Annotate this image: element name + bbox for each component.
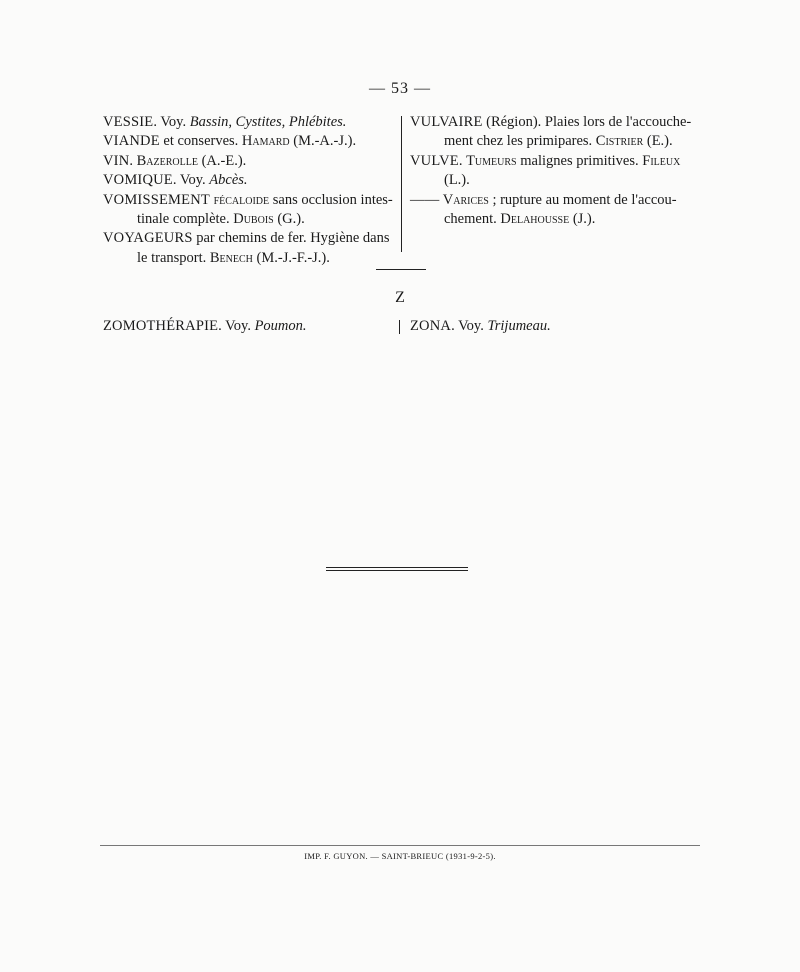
page-number: — 53 —	[369, 80, 431, 97]
entry-author: Hamard	[241, 133, 290, 150]
entry-text: ment chez les primipares.	[444, 133, 596, 150]
entry-author: Bazerolle	[136, 152, 198, 169]
entry-reference: Poumon.	[254, 318, 307, 334]
entry-text: chement.	[444, 211, 501, 228]
entry-text: tinale complète.	[137, 211, 234, 228]
entry-author: Benech	[209, 249, 253, 266]
entry-headword: VOMISSEMENT	[103, 191, 210, 208]
entry-initials: (M.-A.-J.).	[289, 133, 357, 150]
entry-headword: VULVAIRE	[410, 114, 483, 130]
entry-qualifier: Varices	[439, 191, 489, 208]
index-entry	[103, 152, 395, 171]
index-entry-continuation	[103, 210, 395, 229]
entry-author: Cistrier	[595, 133, 644, 150]
entry-initials: (J.).	[569, 211, 596, 228]
entry-headword: VULVE	[410, 152, 459, 169]
section-rule	[376, 269, 426, 270]
index-entry-continuation	[410, 171, 700, 190]
entry-qualifier: Tumeurs	[466, 152, 517, 169]
entry-reference: Abcès.	[209, 172, 248, 189]
entry-author: Delahousse	[500, 211, 570, 228]
end-rule	[326, 570, 468, 571]
entry-headword: VIN	[103, 152, 130, 169]
column-divider	[401, 116, 402, 252]
section-letter: Z	[395, 289, 405, 306]
entry-text: ; rupture au moment de l'accou-	[488, 191, 677, 208]
entry-dash: ——	[410, 191, 440, 208]
entry-text: par chemins de fer. Hygiène dans	[192, 230, 390, 247]
entry-headword: ZOMOTHÉRAPIE	[103, 318, 219, 334]
index-entry	[103, 132, 395, 151]
entry-text: .	[129, 152, 137, 169]
entry-text: .	[458, 152, 467, 169]
entry-initials: (A.-E.).	[197, 152, 247, 169]
entry-initials: (M.-J.-F.-J.).	[252, 249, 330, 266]
entry-text: . Voy.	[451, 318, 488, 334]
entry-initials: (G.).	[273, 211, 305, 228]
entry-reference: Trijumeau.	[487, 318, 551, 334]
end-rule	[326, 567, 468, 568]
index-entry	[410, 318, 551, 335]
entry-text: . Voy.	[153, 114, 190, 130]
index-entry	[103, 229, 395, 248]
entry-headword: VOYAGEURS	[103, 230, 193, 247]
entry-author: Fileux	[642, 152, 681, 169]
index-entry	[103, 318, 307, 335]
entry-qualifier: fécaloide	[209, 191, 270, 208]
column-divider	[399, 320, 400, 334]
footer-rule	[100, 845, 700, 846]
index-entry	[103, 171, 395, 190]
entry-text: . Voy.	[172, 172, 210, 189]
right-column	[410, 113, 700, 229]
index-entry	[103, 113, 395, 132]
index-entry	[410, 191, 700, 210]
entry-author: Dubois	[233, 211, 274, 228]
index-entry-continuation	[410, 210, 700, 229]
entry-initials: (L.).	[444, 172, 470, 189]
left-column	[103, 113, 395, 268]
entry-text: malignes primitives.	[516, 152, 643, 169]
index-entry	[410, 113, 700, 132]
entry-text: . Voy.	[218, 318, 255, 334]
entry-headword: ZONA	[410, 318, 452, 334]
index-entry-continuation	[103, 249, 395, 268]
entry-initials: (E.).	[643, 133, 673, 150]
index-entry-continuation	[410, 132, 700, 151]
index-entry	[103, 191, 395, 210]
index-entry	[410, 152, 700, 171]
entry-text: (Région). Plaies lors de l'accouche-	[482, 114, 692, 130]
entry-text: et conserves.	[159, 133, 242, 150]
entry-headword: VOMIQUE	[103, 172, 173, 189]
printer-imprint: IMP. F. GUYON. — SAINT-BRIEUC (1931-9-2-5).	[304, 851, 496, 861]
entry-text: sans occlusion intes-	[269, 191, 393, 208]
entry-text: le transport.	[137, 249, 210, 266]
entry-headword: VIANDE	[103, 133, 160, 150]
entry-reference: Bassin, Cystites, Phlébites.	[189, 114, 347, 130]
entry-headword: VESSIE	[103, 114, 154, 130]
